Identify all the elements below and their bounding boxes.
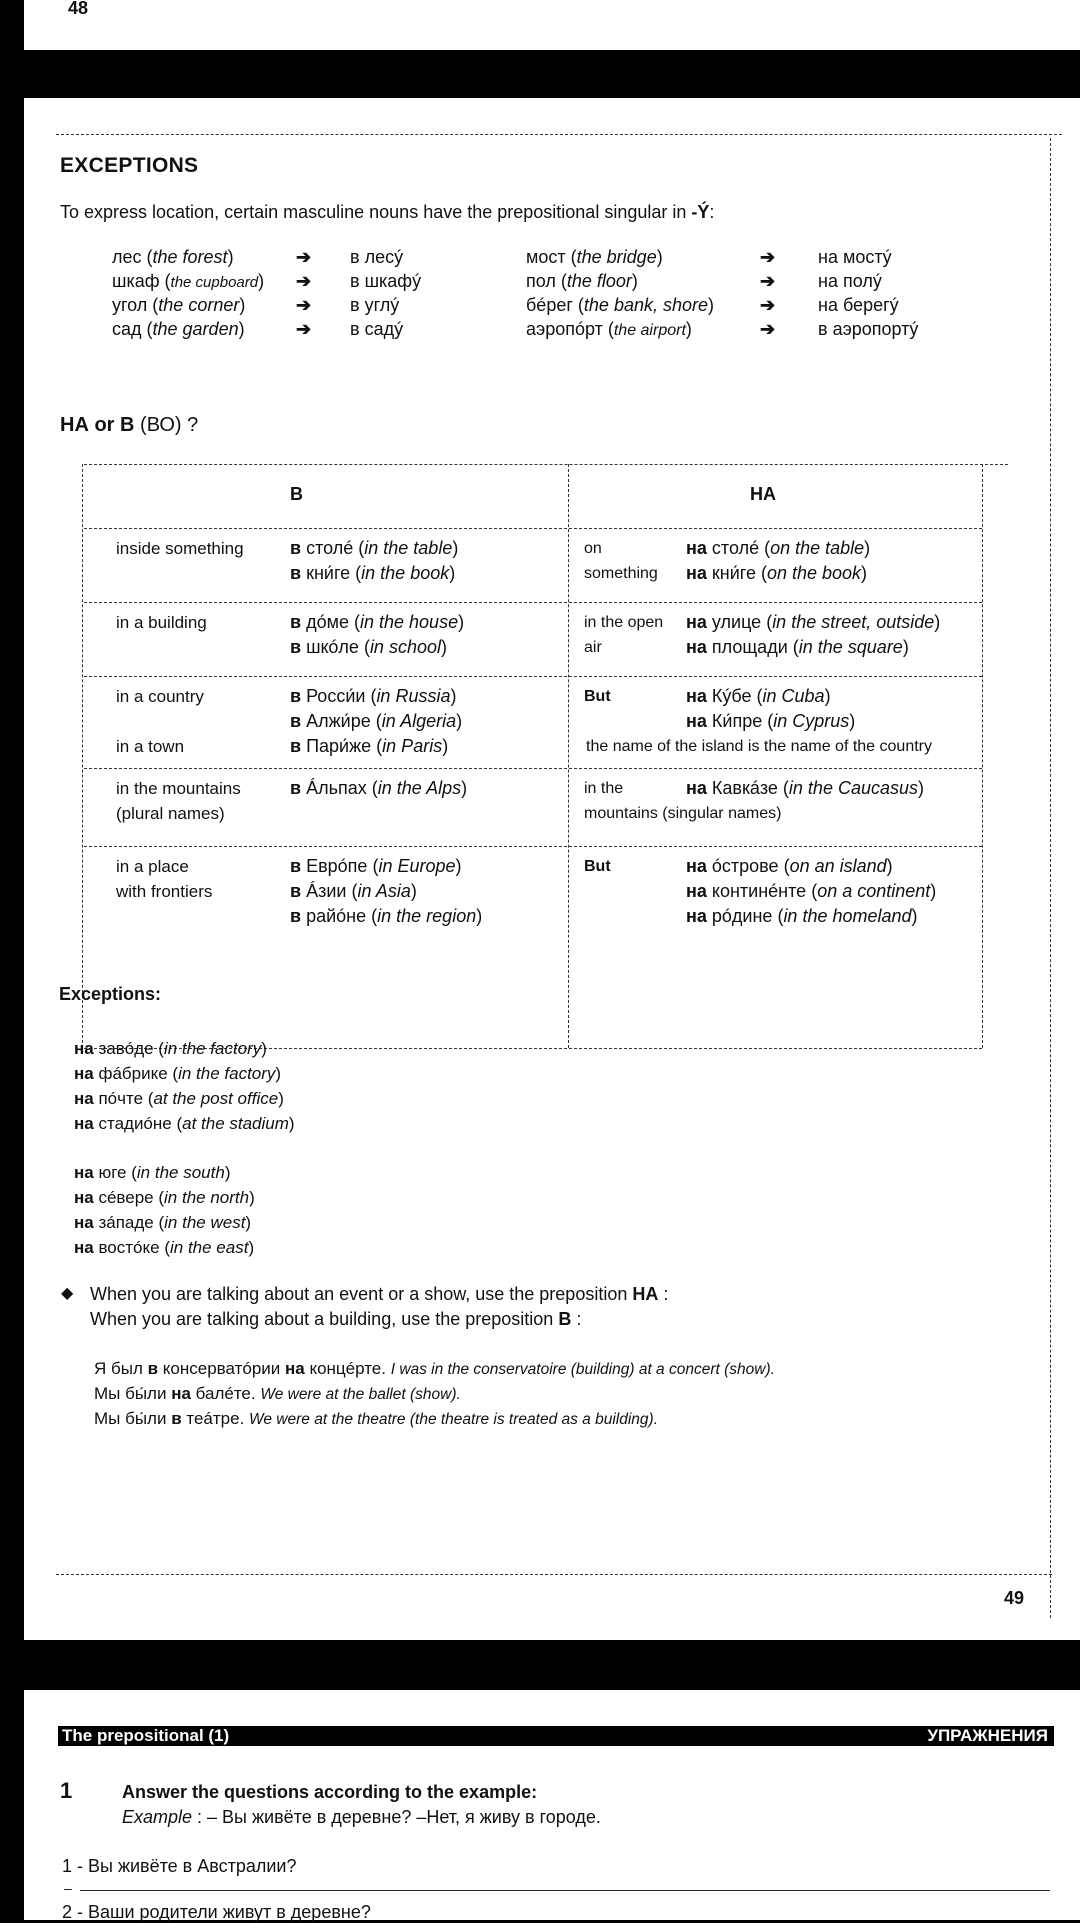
preposition: в — [290, 906, 302, 926]
gloss: in the Caucasus — [788, 778, 918, 798]
russian-text: Мы бы́ли — [94, 1384, 172, 1403]
preposition: на — [686, 612, 707, 632]
gloss: in Russia — [376, 686, 451, 706]
gloss: in school — [369, 637, 441, 657]
divider-bottom — [56, 1574, 1052, 1575]
noun-left-word: сад (the garden) — [112, 319, 245, 339]
v-phrase: в Áзии (in Asia) — [290, 881, 417, 901]
preposition: на — [686, 711, 707, 731]
noun-right-result — [818, 316, 918, 342]
table-row-divider — [84, 528, 982, 529]
preposition: на — [74, 1064, 94, 1083]
island-note — [586, 734, 932, 759]
v-phrase: в райóне (in the region) — [290, 906, 483, 926]
noun-right-word: пол (the floor) — [526, 271, 638, 291]
noun: аэропóрт — [526, 319, 603, 339]
exception-item: на пóчте (at the post office) — [74, 1089, 284, 1108]
v-phrase: в Áльпах (in the Alps) — [290, 778, 468, 798]
na-label-2 — [584, 561, 658, 586]
page-number-top: 48 — [68, 0, 89, 18]
preposition: в — [290, 856, 302, 876]
gloss: in the book — [361, 563, 450, 583]
word: Еврóпе — [306, 856, 368, 876]
arrow-icon — [296, 268, 311, 294]
gloss: on the table — [770, 538, 865, 558]
na-or-v-heading: НА or В (ВО) ? — [60, 414, 199, 436]
row-label — [116, 684, 204, 709]
preposition: в — [290, 637, 302, 657]
word: пóчте — [98, 1089, 144, 1108]
result: в лесý — [350, 247, 404, 267]
preposition: в — [290, 778, 302, 798]
noun-left-result — [350, 244, 403, 270]
noun-right-word: мост (the bridge) — [526, 247, 663, 267]
preposition: на — [74, 1188, 94, 1207]
table-header-v: В — [290, 484, 303, 504]
word: столé — [711, 538, 760, 558]
na-phrase: на улице (in the street, outside) — [686, 612, 941, 632]
gloss: in the north — [164, 1188, 250, 1207]
label-text: in the mountains — [116, 779, 241, 798]
russian-text: теáтре. — [181, 1409, 250, 1428]
word: райóне — [306, 906, 367, 926]
word: стадиóне — [98, 1114, 172, 1133]
gloss: in Europe — [378, 856, 456, 876]
word: улице — [711, 612, 762, 632]
noun: пол — [526, 271, 556, 291]
gloss: in the square — [798, 637, 903, 657]
word: Пари́же — [306, 736, 372, 756]
example-sentence — [94, 1381, 461, 1407]
na-phrase: на Кавкáзе (in the Caucasus) — [686, 778, 924, 798]
bullet-line-2: When you are talking about a building, use the preposition В : — [90, 1309, 582, 1329]
preposition: на — [74, 1039, 94, 1058]
label-text: in a place — [116, 857, 189, 876]
example-sentence — [94, 1356, 775, 1382]
noun-left-word: лес (the forest) — [112, 247, 234, 267]
gloss: in Asia — [357, 881, 411, 901]
v-phrase: в шкóле (in school) — [290, 637, 447, 657]
word: óстрове — [711, 856, 779, 876]
intro-text: To express location, certain masculine nouns have the prepositional singular in -Ý: — [60, 202, 715, 222]
noun-left-result — [350, 292, 399, 318]
word: кни́ге — [306, 563, 351, 583]
exception-item: на фáбрике (in the factory) — [74, 1064, 282, 1083]
row-label — [116, 536, 244, 561]
preposition: на — [686, 856, 707, 876]
bullet-line-1: When you are talking about an event or a show, use the preposition НА : — [90, 1284, 669, 1304]
word: Росси́и — [306, 686, 366, 706]
gloss: in the factory — [178, 1064, 276, 1083]
russian-text: в — [147, 1359, 159, 1378]
noun-left-result — [350, 316, 403, 342]
na-label — [584, 536, 602, 561]
label-text: (plural names) — [116, 804, 225, 823]
russian-text: балéте. — [190, 1384, 261, 1403]
arrow-glyph: ➔ — [760, 319, 776, 339]
na-phrase: на площади (in the square) — [686, 637, 909, 657]
gloss: in the south — [136, 1163, 225, 1182]
russian-text: на — [171, 1384, 191, 1403]
word: фáбрике — [98, 1064, 168, 1083]
noun-right-result — [818, 244, 892, 270]
translation: We were at the ballet (show). — [260, 1386, 461, 1403]
row-label-2 — [116, 734, 184, 759]
row-label — [116, 854, 189, 879]
arrow-icon — [296, 316, 311, 342]
gloss: in the region — [377, 906, 477, 926]
preposition: в — [290, 711, 302, 731]
exercise-number: 1 — [60, 1778, 73, 1803]
result: в углý — [350, 295, 400, 315]
noun: лес — [112, 247, 142, 267]
gloss: at the post office — [153, 1089, 279, 1108]
exception-item: на завóде (in the factory) — [74, 1039, 267, 1058]
result: в аэропортý — [818, 319, 919, 339]
gloss: in Paris — [382, 736, 443, 756]
result: в садý — [350, 319, 404, 339]
word: Ки́пре — [711, 711, 763, 731]
row-label — [116, 610, 207, 635]
answer-line-1[interactable] — [80, 1890, 1050, 1891]
preposition: на — [74, 1238, 94, 1257]
word: юге — [98, 1163, 127, 1182]
margin-line — [1050, 138, 1051, 1618]
na-phrase: на рóдине (in the homeland) — [686, 906, 918, 926]
russian-text: Я был — [94, 1359, 148, 1378]
table-row-divider — [84, 768, 982, 769]
arrow-icon — [760, 268, 775, 294]
preposition: в — [290, 736, 302, 756]
exercise-header-left: The prepositional (1) — [62, 1726, 230, 1745]
preposition: в — [290, 881, 302, 901]
arrow-glyph: ➔ — [296, 247, 312, 267]
table-row-divider — [84, 846, 982, 847]
table-header-na: НА — [750, 484, 776, 504]
preposition: в — [290, 686, 302, 706]
label-text: mountains (singular names) — [584, 805, 782, 822]
result: на полý — [818, 271, 882, 291]
word: Áльпах — [306, 778, 367, 798]
row-label — [116, 776, 241, 801]
na-phrase: на Ки́пре (in Cyprus) — [686, 711, 856, 731]
russian-text: консерватóрии — [158, 1359, 285, 1378]
arrow-glyph: ➔ — [296, 319, 312, 339]
gloss: on an island — [789, 856, 887, 876]
translation: I was in the conservatoire (building) at a concert (show). — [390, 1361, 775, 1378]
arrow-glyph: ➔ — [296, 295, 312, 315]
v-phrase: в Алжи́ре (in Algeria) — [290, 711, 463, 731]
arrow-glyph: ➔ — [760, 271, 776, 291]
word: Кавкáзе — [711, 778, 778, 798]
preposition: на — [74, 1213, 94, 1232]
translation: We were at the theatre (the theatre is treated as a building). — [249, 1411, 659, 1428]
label-text: in a town — [116, 737, 185, 756]
label-text: But — [584, 688, 611, 705]
noun: бéрег — [526, 295, 573, 315]
preposition: в — [290, 538, 302, 558]
na-phrase: на кни́ге (on the book) — [686, 563, 868, 583]
page-49 — [24, 98, 1080, 1640]
word: востóке — [98, 1238, 160, 1257]
noun-right-result — [818, 292, 899, 318]
word: Кýбе — [711, 686, 752, 706]
result: на мостý — [818, 247, 892, 267]
noun-left-word: угол (the corner) — [112, 295, 246, 315]
word: зáпаде — [98, 1213, 154, 1232]
label-text: on — [584, 540, 602, 557]
arrow-icon — [760, 292, 775, 318]
table-divider-middle — [568, 464, 569, 1048]
preposition: на — [74, 1089, 94, 1108]
russian-text: концéрте. — [304, 1359, 391, 1378]
arrow-glyph: ➔ — [296, 271, 312, 291]
noun-right-word: бéрег (the bank, shore) — [526, 295, 715, 315]
label-text: in a country — [116, 687, 204, 706]
preposition: в — [290, 612, 302, 632]
gloss: in the table — [364, 538, 453, 558]
word: Áзии — [306, 881, 347, 901]
na-label — [584, 610, 663, 635]
gloss: the bridge — [576, 247, 657, 267]
word: Алжи́ре — [306, 711, 371, 731]
v-phrase: в Еврóпе (in Europe) — [290, 856, 462, 876]
russian-text: Мы бы́ли — [94, 1409, 172, 1428]
gloss: on a continent — [817, 881, 931, 901]
preposition: на — [686, 637, 707, 657]
label-text: air — [584, 639, 602, 656]
noun-right-result — [818, 268, 882, 294]
result: на берегý — [818, 295, 899, 315]
question-1: 1 - Вы живёте в Австралии? — [62, 1856, 297, 1876]
arrow-icon — [296, 292, 311, 318]
exercise-header-bar — [58, 1726, 1054, 1746]
preposition: на — [74, 1114, 94, 1133]
label-text: something — [584, 565, 658, 582]
preposition: в — [290, 563, 302, 583]
gloss: in the factory — [163, 1039, 262, 1058]
exception-item: на стадиóне (at the stadium) — [74, 1114, 295, 1133]
preposition: на — [686, 563, 707, 583]
gloss: in the street, outside — [772, 612, 935, 632]
preposition: на — [74, 1163, 94, 1182]
gloss: the bank, shore — [583, 295, 709, 315]
gloss: the cupboard — [170, 274, 259, 291]
russian-text: на — [285, 1359, 305, 1378]
label-text: with frontiers — [116, 882, 213, 901]
arrow-icon — [296, 244, 311, 270]
gloss: in the Alps — [377, 778, 462, 798]
answer-dash: – — [64, 1880, 72, 1896]
na-phrase: на Кýбе (in Cuba) — [686, 686, 831, 706]
bullet-diamond-icon: ◆ — [61, 1285, 74, 1302]
arrow-icon — [760, 244, 775, 270]
gloss: in Algeria — [381, 711, 457, 731]
v-phrase: в Пари́же (in Paris) — [290, 736, 449, 756]
na-label — [584, 684, 611, 709]
noun-left-result — [350, 268, 421, 294]
na-phrase: на óстрове (on an island) — [686, 856, 893, 876]
example-sentence — [94, 1406, 658, 1432]
gloss: in the house — [360, 612, 459, 632]
gloss: in Cyprus — [773, 711, 850, 731]
word: рóдине — [711, 906, 773, 926]
na-phrase: на континéнте (on a continent) — [686, 881, 937, 901]
noun-right-word: аэропóрт (the airport) — [526, 319, 692, 339]
exception-item: на юге (in the south) — [74, 1163, 231, 1182]
gloss: in the west — [164, 1213, 246, 1232]
na-label-2 — [584, 801, 781, 826]
word: дóме — [306, 612, 349, 632]
v-phrase: в Росси́и (in Russia) — [290, 686, 457, 706]
russian-text: в — [171, 1409, 182, 1428]
word: континéнте — [711, 881, 807, 901]
noun: мост — [526, 247, 566, 267]
table-row-divider — [84, 602, 982, 603]
preposition: на — [686, 538, 707, 558]
divider-top — [56, 134, 1062, 135]
v-phrase: в дóме (in the house) — [290, 612, 465, 632]
exception-item: на востóке (in the east) — [74, 1238, 255, 1257]
row-label-2 — [116, 879, 212, 904]
noun: угол — [112, 295, 148, 315]
row-label-2 — [116, 801, 225, 826]
gloss: the airport — [613, 322, 686, 339]
arrow-glyph: ➔ — [760, 295, 776, 315]
gloss: in Cuba — [762, 686, 825, 706]
label-text: But — [584, 858, 611, 875]
result: в шкафý — [350, 271, 422, 291]
noun: шкаф — [112, 271, 160, 291]
label-text: inside something — [116, 539, 244, 558]
table-border-top — [84, 464, 1008, 465]
exception-item: на зáпаде (in the west) — [74, 1213, 252, 1232]
preposition: на — [686, 686, 707, 706]
exercise-header-right: УПРАЖНЕНИЯ — [927, 1726, 1048, 1745]
word: столé — [306, 538, 354, 558]
noun: сад — [112, 319, 142, 339]
word: сéвере — [98, 1188, 154, 1207]
na-label — [584, 776, 623, 801]
exceptions-subtitle: Exceptions: — [59, 984, 162, 1004]
v-phrase: в столé (in the table) — [290, 538, 459, 558]
word: шкóле — [306, 637, 359, 657]
label-text: in the open — [584, 614, 664, 631]
table-border-right — [982, 464, 983, 1048]
question-2: 2 - Ваши родители живут в деревне? — [62, 1902, 371, 1922]
noun-left-word: шкаф (the cupboard) — [112, 271, 265, 291]
table-border-left — [82, 464, 83, 1048]
exercise-example: Example : – Вы живёте в деревне? –Нет, я живу в городе. — [122, 1807, 601, 1827]
arrow-icon — [760, 316, 775, 342]
page-number-bottom: 49 — [1004, 1588, 1025, 1608]
gloss: on the book — [766, 563, 862, 583]
gloss: the garden — [152, 319, 239, 339]
gloss: at the stadium — [182, 1114, 289, 1133]
label-text: in the — [584, 780, 624, 797]
na-phrase: на столé (on the table) — [686, 538, 871, 558]
label-text: in a building — [116, 613, 207, 632]
word: завóде — [98, 1039, 154, 1058]
word: кни́ге — [711, 563, 756, 583]
exercise-page — [24, 1690, 1080, 1920]
word: площади — [711, 637, 788, 657]
gloss: in the homeland — [783, 906, 912, 926]
v-phrase: в кни́ге (in the book) — [290, 563, 456, 583]
gloss: in the east — [169, 1238, 249, 1257]
note-text: the name of the island is the name of the country — [586, 738, 932, 755]
preposition: на — [686, 906, 707, 926]
gloss: the forest — [152, 247, 228, 267]
na-label-2 — [584, 635, 602, 660]
exceptions-title: EXCEPTIONS — [60, 154, 199, 177]
gloss: the corner — [158, 295, 240, 315]
exception-item: на сéвере (in the north) — [74, 1188, 255, 1207]
preposition: на — [686, 881, 707, 901]
preposition: на — [686, 778, 707, 798]
arrow-glyph: ➔ — [760, 247, 776, 267]
exercise-instruction: Answer the questions according to the example: — [122, 1782, 538, 1802]
table-row-divider — [84, 676, 982, 677]
page-top-strip — [24, 0, 1080, 50]
na-label — [584, 854, 611, 879]
gloss: the floor — [566, 271, 632, 291]
